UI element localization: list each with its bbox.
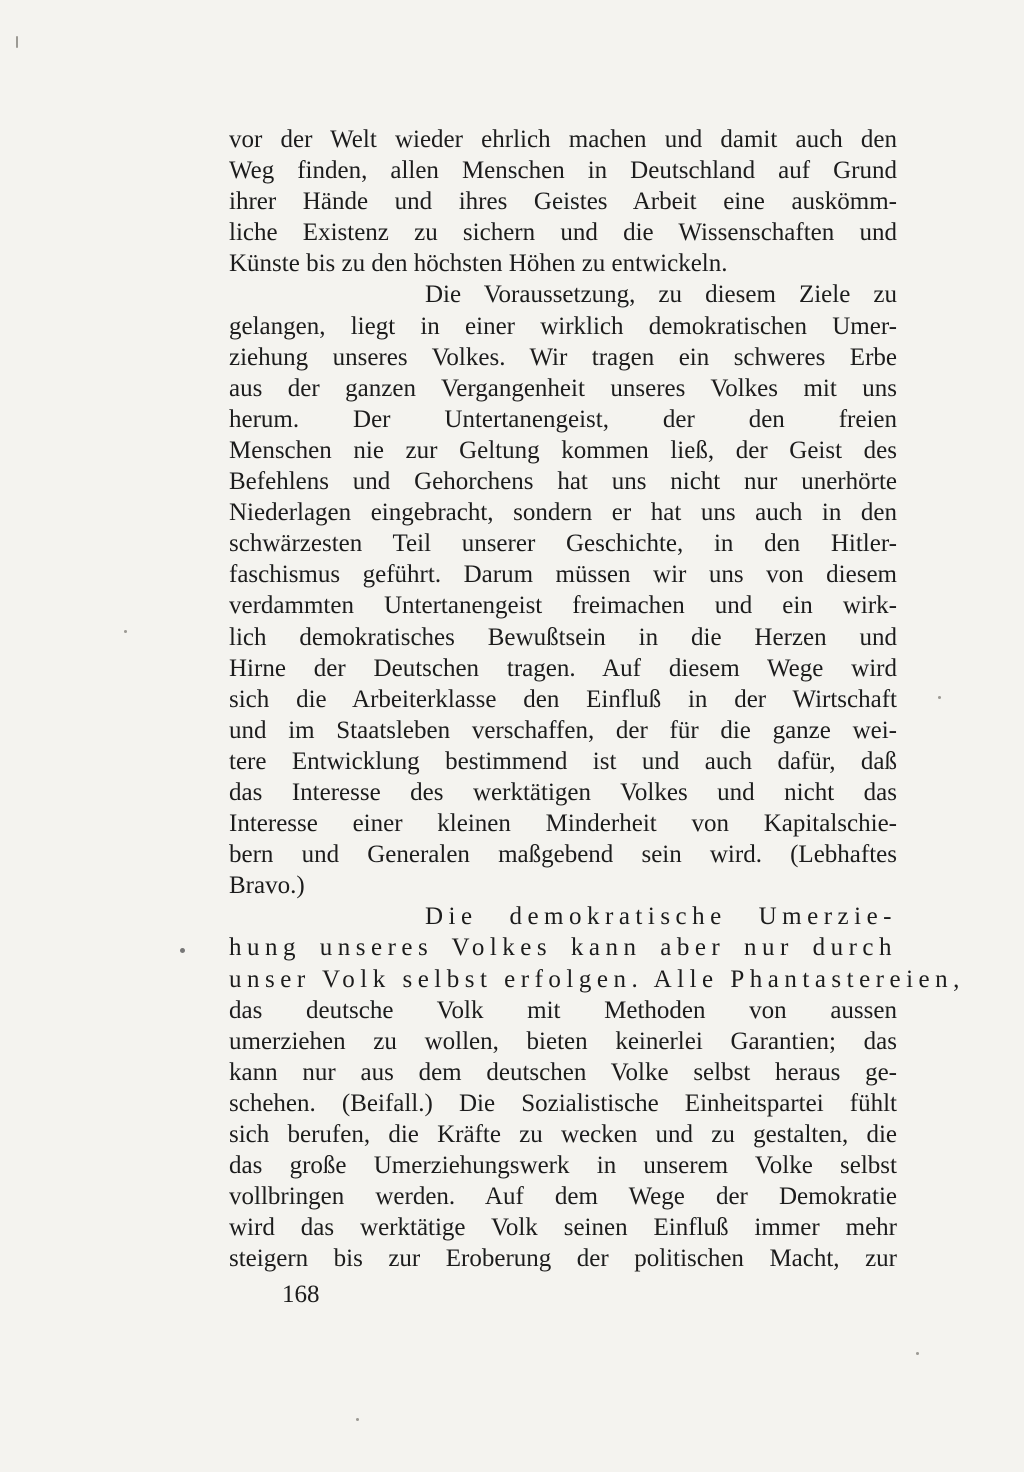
text-line: das Interesse des werktätigen Volkes und nicht das [229,778,897,806]
text-line: unser Volk selbst erfolgen. Alle Phantastereien, [229,965,965,993]
text-line: Weg finden, allen Menschen in Deutschland auf Grund [229,157,897,185]
text-line: Bravo.) [229,872,305,900]
text-line: umerziehen zu wollen, bieten keinerlei Garantien; das [229,1027,897,1055]
text-line: wird das werktätige Volk seinen Einfluß immer mehr [229,1214,897,1242]
text-line: Die Voraussetzung, zu diesem Ziele zu [425,281,897,309]
text-line: schwärzesten Teil unserer Geschichte, in den Hitler- [229,530,897,558]
text-line: kann nur aus dem deutschen Volke selbst heraus ge- [229,1058,897,1086]
text-line: lich demokratisches Bewußtsein in die Herzen und [229,623,897,651]
text-line: sich die Arbeiterklasse den Einfluß in der Wirtschaft [229,685,897,713]
text-line: Die demokratische Umerzie- [425,903,897,931]
text-line: Menschen nie zur Geltung kommen ließ, der Geist des [229,436,897,464]
text-line: und im Staatsleben verschaffen, der für die ganze wei- [229,716,897,744]
text-line: liche Existenz zu sichern und die Wissenschaften und [229,219,897,247]
text-line: Befehlens und Gehorchens hat uns nicht nur unerhörte [229,468,897,496]
text-line: Niederlagen eingebracht, sondern er hat uns auch in den [229,499,897,527]
text-line: verdammten Untertanengeist freimachen und ein wirk- [229,592,897,620]
text-line: Interesse einer kleinen Minderheit von Kapitalschie- [229,810,897,838]
text-line: herum. Der Untertanengeist, der den freien [229,405,897,433]
paper-speck [916,1352,919,1355]
text-line: das deutsche Volk mit Methoden von aussen [229,996,897,1024]
text-line: aus der ganzen Vergangenheit unseres Volkes mit uns [229,374,897,402]
page-number: 168 [282,1281,320,1308]
text-line: Künste bis zu den höchsten Höhen zu entwickeln. [229,250,728,278]
text-line: das große Umerziehungswerk in unserem Volke selbst [229,1152,897,1180]
text-line: ihrer Hände und ihres Geistes Arbeit eine auskömm- [229,188,897,216]
paper-speck [356,1418,359,1421]
paper-speck [938,696,941,699]
text-line: ziehung unseres Volkes. Wir tragen ein schweres Erbe [229,343,897,371]
text-line: Hirne der Deutschen tragen. Auf diesem Wege wird [229,654,897,682]
text-line: vollbringen werden. Auf dem Wege der Demokratie [229,1183,897,1211]
text-line: tere Entwicklung bestimmend ist und auch dafür, daß [229,747,897,775]
text-line: bern und Generalen maßgebend sein wird. (Lebhaftes [229,841,897,869]
text-line: schehen. (Beifall.) Die Sozialistische Einheitspartei fühlt [229,1089,897,1117]
text-line: vor der Welt wieder ehrlich machen und damit auch den [229,126,897,153]
text-line: sich berufen, die Kräfte zu wecken und zu gestalten, die [229,1121,897,1148]
text-line: hung unseres Volkes kann aber nur durch [229,934,897,962]
text-line: faschismus geführt. Darum müssen wir uns von diesem [229,561,897,589]
paper-speck [180,948,185,953]
paper-speck [124,630,127,633]
text-line: gelangen, liegt in einer wirklich demokratischen Umer- [229,312,897,340]
paper-speck [16,36,18,48]
text-line: steigern bis zur Eroberung der politischen Macht, zur [229,1245,897,1273]
body-text [229,124,965,1274]
